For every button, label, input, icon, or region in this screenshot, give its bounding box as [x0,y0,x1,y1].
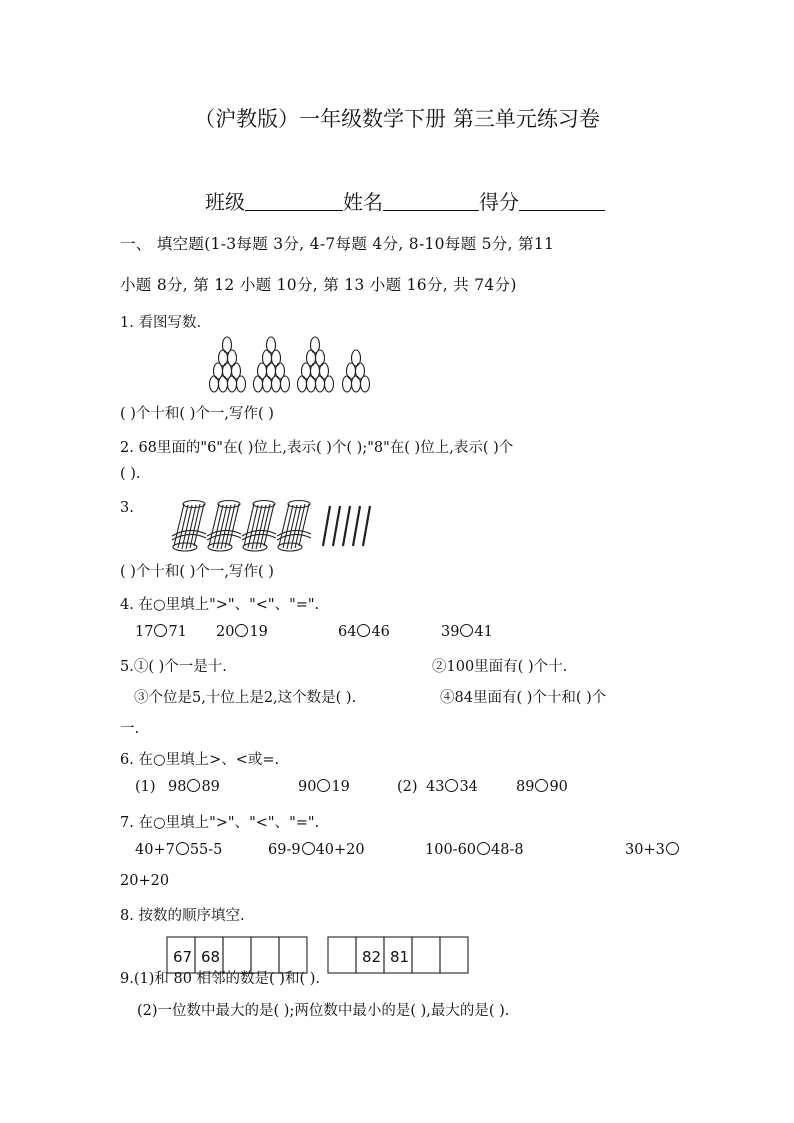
ten-counter-group [210,337,246,392]
q7-item: 100-60 48-8 [425,842,524,858]
compare-circle[interactable] [445,779,458,792]
q4-label: 4. 在○里填上">"、"<"、"=". [120,597,320,613]
compare-circle[interactable] [317,779,330,792]
six-counter-group [343,350,370,392]
compare-circle[interactable] [357,624,370,637]
q9-line1: 9.(1)和 80 相邻的数是( )和( ). [120,971,320,987]
q6-group1-label: (1) [135,779,156,795]
q6-label: 6. 在○里填上>、<或=. [120,752,280,768]
single-sticks [323,506,370,546]
q5-part2: ②100里面有( )个十. [432,659,568,675]
q5-part3: ③个位是5,十位上是2,这个数是( ). [134,690,357,706]
page-title: （沪教版）一年级数学下册 第三单元练习卷 [194,107,600,131]
name-blank[interactable] [383,190,479,211]
number-cell: 82 [362,948,382,966]
section1-heading-line2: 小题 8分, 第 12 小题 10分, 第 13 小题 16分, 共 74分) [120,276,517,294]
q5-part4: ④84里面有( )个十和( )个 [440,690,607,706]
compare-circle[interactable] [460,624,473,637]
class-blank[interactable] [245,190,343,211]
q1-counter-illustration [205,336,380,396]
score-blank[interactable] [519,190,605,211]
q6-group2-label: (2) [397,779,418,795]
compare-circle[interactable] [302,842,315,855]
q4-item: 20 19 [216,624,268,640]
q6-item: 98 89 [168,779,220,795]
compare-circle[interactable] [187,779,200,792]
student-info-header [205,186,605,215]
q1-answer-line: ( )个十和( )个一,写作( ) [120,406,274,422]
q5-part1: 5.①( )个一是十. [120,659,227,675]
section1-heading-line1: 一、 填空题(1-3每题 3分, 4-7每题 4分, 8-10每题 5分, 第11 [120,235,555,253]
q2-line2: ( ). [120,466,141,482]
q4-item: 17 71 [135,624,187,640]
q7-label: 7. 在○里填上">"、"<"、"=". [120,815,320,831]
stick-bundle [277,501,311,552]
q9-line2: (2)一位数中最大的是( );两位数中最小的是( ),最大的是( ). [137,1003,510,1019]
q4-item: 39 41 [441,624,493,640]
q7-wrap: 20+20 [120,873,170,889]
compare-circle[interactable] [235,624,248,637]
q7-item: 30+3 [625,842,680,858]
q4-item: 64 46 [338,624,390,640]
number-cell: 81 [390,948,410,966]
compare-circle[interactable] [176,842,189,855]
compare-circle[interactable] [535,779,548,792]
stick-bundle [242,501,276,552]
stick-bundle [172,501,206,552]
number-box[interactable] [328,937,356,973]
q6-item: 89 90 [516,779,568,795]
q3-label: 3. [120,500,134,516]
q5-part4-continued: 一. [120,721,140,737]
ten-counter-group [254,337,290,392]
class-label: 班级 [205,190,245,214]
q6-item: 43 34 [426,779,478,795]
compare-circle[interactable] [666,842,679,855]
score-label: 得分 [479,190,519,214]
q7-item: 40+7 55-5 [135,842,223,858]
number-box[interactable] [412,937,440,973]
q7-item: 69-9 40+20 [268,842,365,858]
q3-sticks-illustration [168,496,383,554]
q1-label: 1. 看图写数. [120,315,202,331]
q8-row2-boxes [328,937,468,973]
compare-circle[interactable] [154,624,167,637]
compare-circle[interactable] [477,842,490,855]
number-cell: 67 [173,948,193,966]
q2-line1: 2. 68里面的"6"在( )位上,表示( )个( );"8"在( )位上,表示( )个 [120,440,514,456]
number-box[interactable] [440,937,468,973]
name-label: 姓名 [343,190,383,214]
ten-counter-group [298,337,334,392]
number-cell: 68 [201,948,221,966]
q3-answer-line: ( )个十和( )个一,写作( ) [120,564,274,580]
stick-bundle [207,501,241,552]
q6-item: 90 19 [298,779,350,795]
q8-label: 8. 按数的顺序填空. [120,908,245,924]
